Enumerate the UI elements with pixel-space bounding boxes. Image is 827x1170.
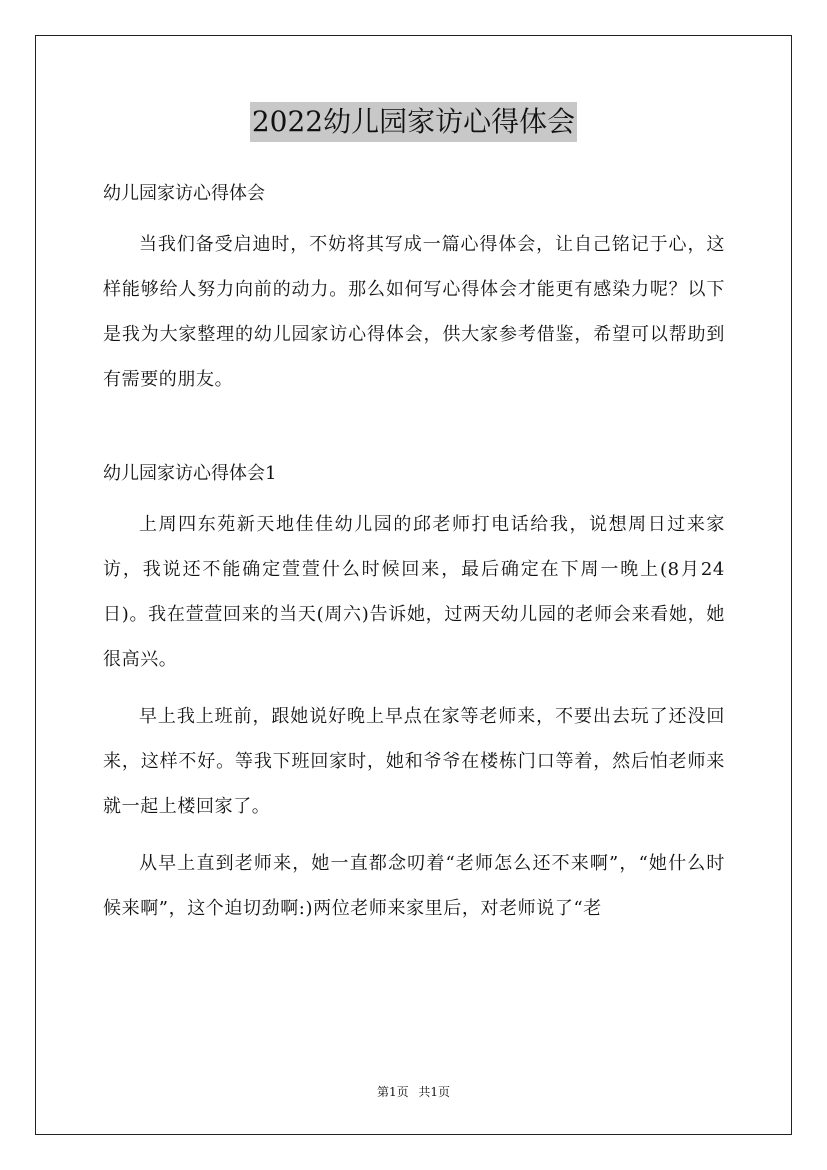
page-footer (0, 1082, 827, 1102)
page-number: 第1页 (376, 1085, 409, 1099)
section1-paragraph-2: 早上我上班前，跟她说好晚上早点在家等老师来，不要出去玩了还没回来，这样不好。等我下班回家时，她和爷爷在楼栋门口等着，然后怕老师来就一起上楼回家了。 (103, 706, 725, 817)
document-body (103, 172, 725, 931)
section1-paragraph-1: 上周四东苑新天地佳佳幼儿园的邱老师打电话给我，说想周日过来家访，我说还不能确定萱萱什么时候回来，最后确定在下周一晚上(8月24日)。我在萱萱回来的当天(周六)告诉她，过两天幼儿园的老师会来看她，她很高兴。 (103, 514, 725, 670)
title-container (0, 102, 827, 142)
section1-paragraph-3: 从早上直到老师来，她一直都念叨着“老师怎么还不来啊”，“她什么时候来啊”，这个迫切劲啊:)两位老师来家里后，对老师说了“老 (103, 853, 725, 919)
intro-heading: 幼儿园家访心得体会 (103, 183, 265, 204)
section1-heading: 幼儿园家访心得体会1 (103, 463, 277, 484)
page-total: 共1页 (418, 1085, 451, 1099)
intro-paragraph: 当我们备受启迪时，不妨将其写成一篇心得体会，让自己铭记于心，这样能够给人努力向前的动力。那么如何写心得体会才能更有感染力呢？以下是我为大家整理的幼儿园家访心得体会，供大家参考借鉴，希望可以帮助到有需要的朋友。 (103, 234, 725, 390)
document-title: 2022幼儿园家访心得体会 (250, 102, 577, 142)
